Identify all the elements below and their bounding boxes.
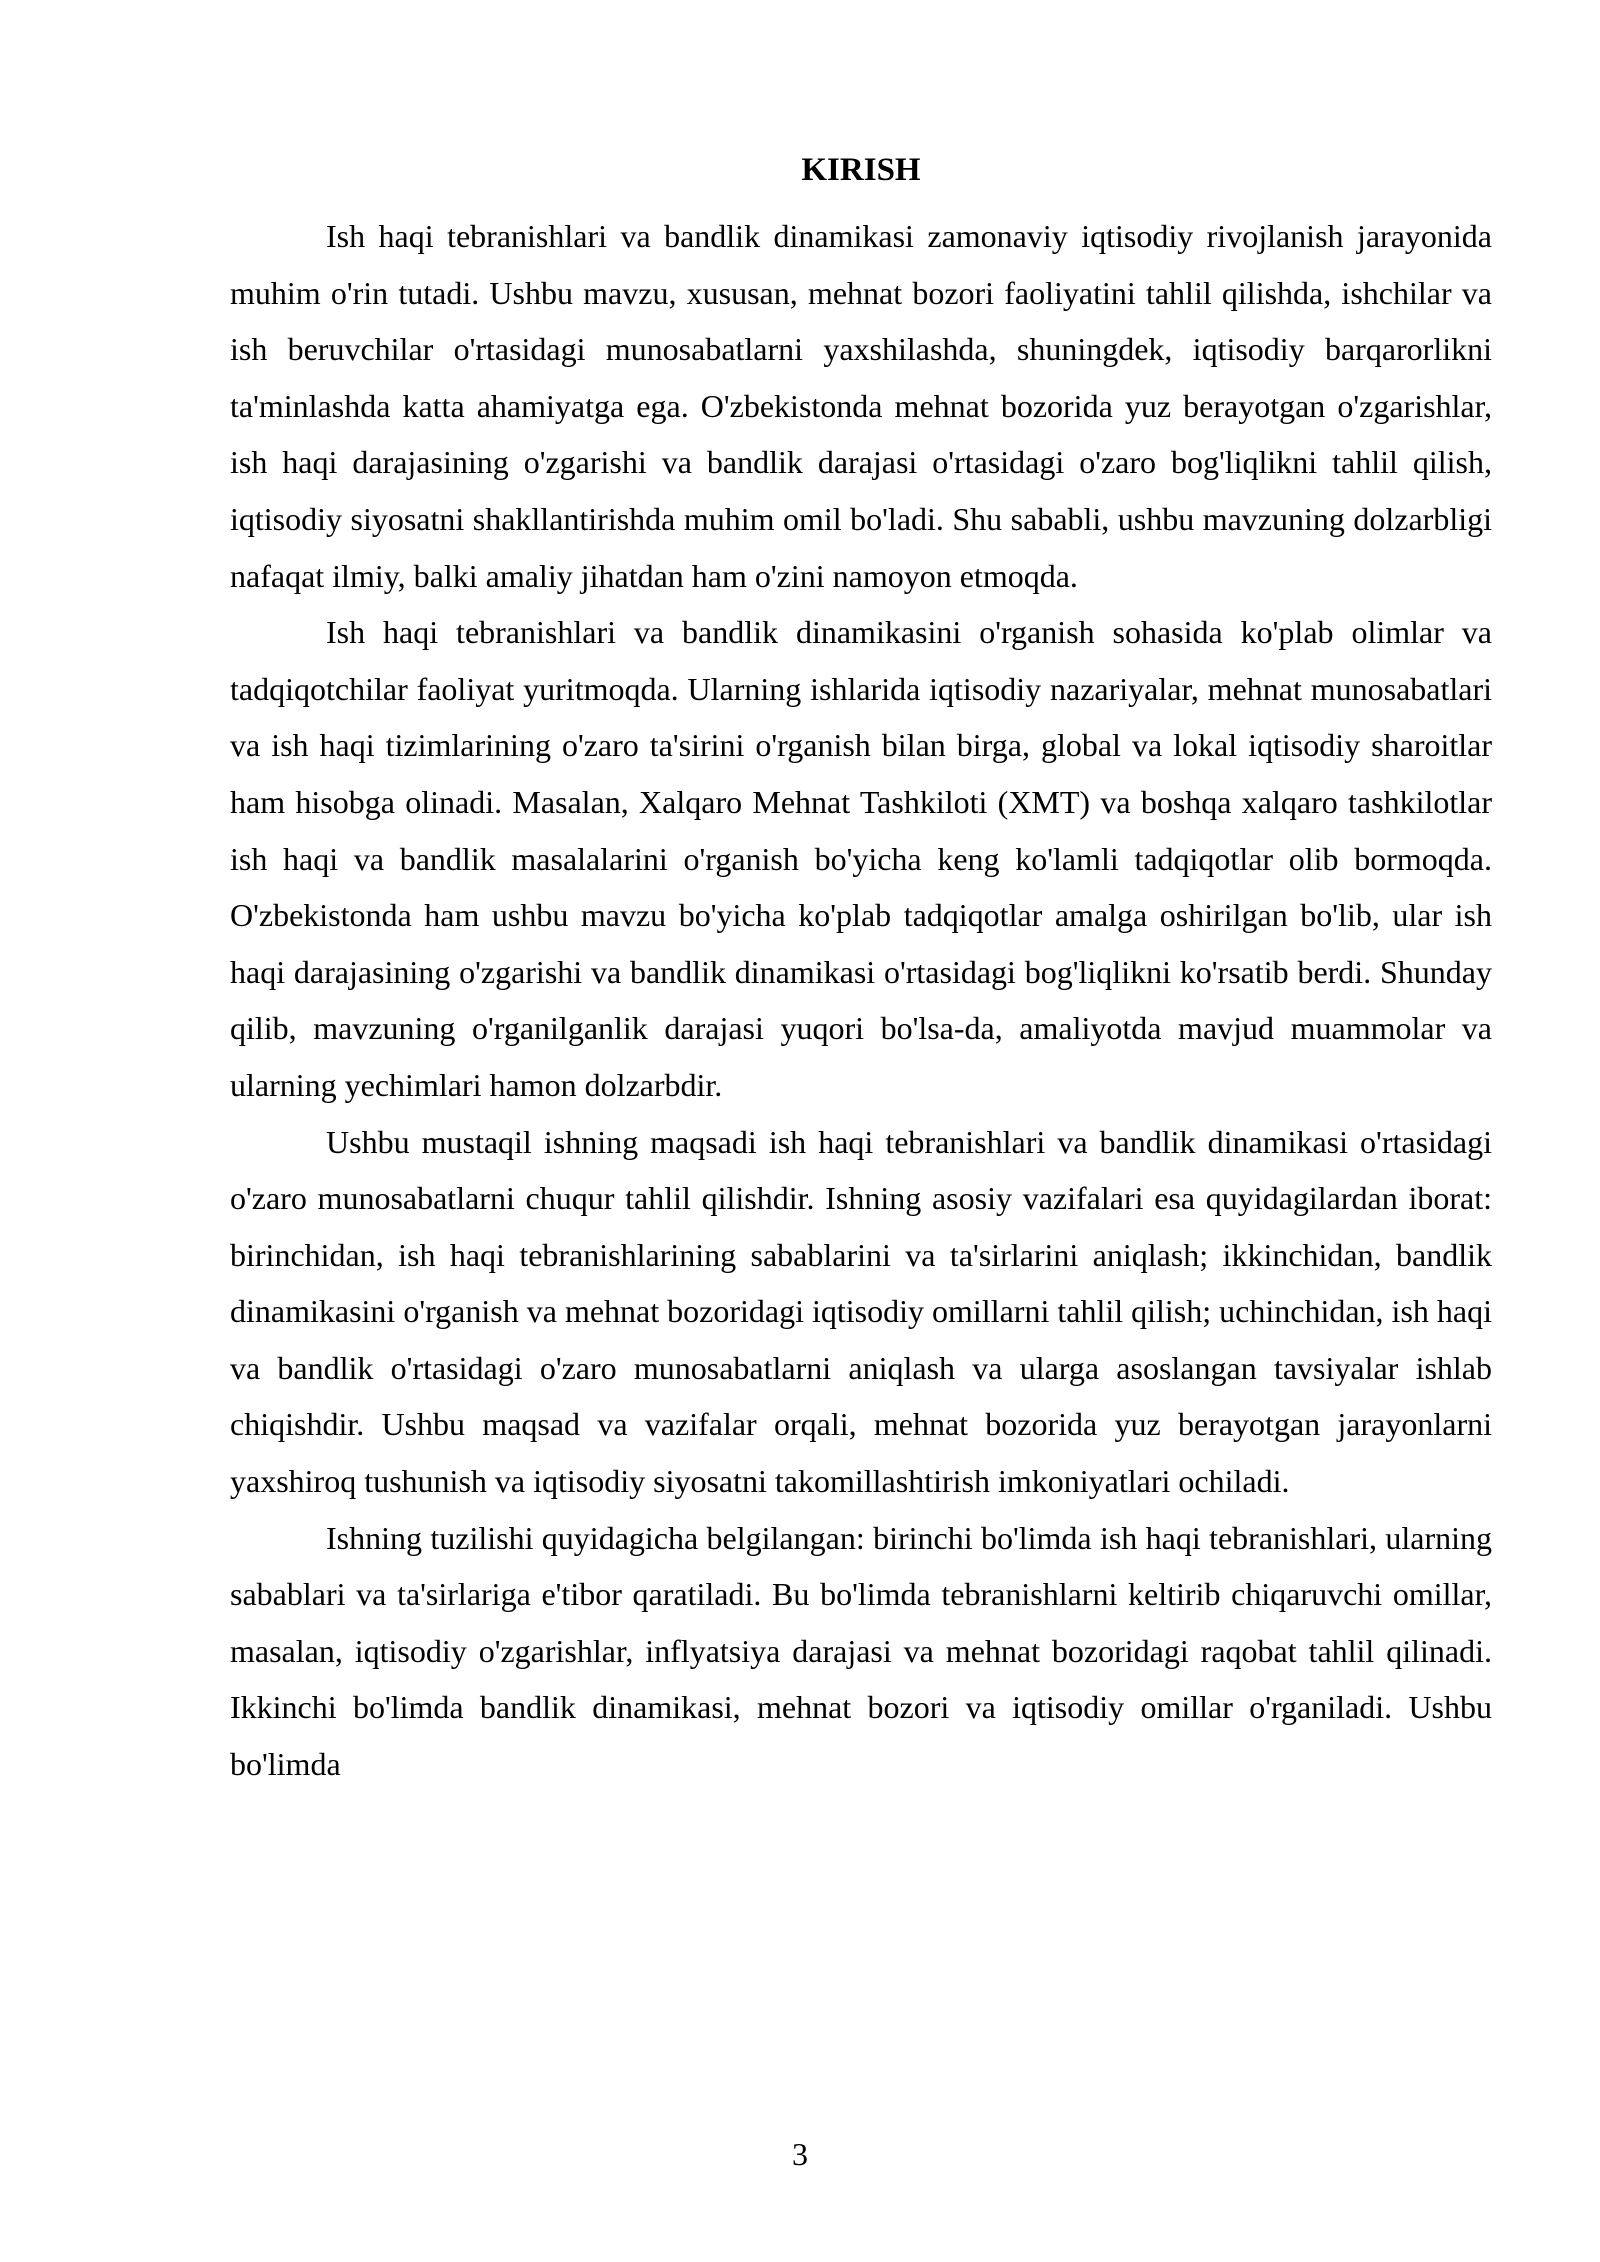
page-number: 3 xyxy=(792,2136,808,2172)
paragraph-relevance: Ish haqi tebranishlari va bandlik dinamikasi zamonaviy iqtisodiy rivojlanish jarayonida muhim o'rin tutadi. Ushbu mavzu, xususan, mehnat bozori faoliyatini tahlil qilishda, ishchilar va ish beruvchilar o'rtasidagi munosabatlarni yaxshilashda, shuningdek, iqtisodiy barqarorlikni ta'minlashda katta ahamiyatga ega. O'zbekistonda mehnat bozorida yuz berayotgan o'zgarishlar, ish haqi darajasining o'zgarishi va bandlik darajasi o'rtasidagi o'zaro bog'liqlikni tahlil qilish, iqtisodiy siyosatni shakllantirishda muhim omil bo'ladi. Shu sababli, ushbu mavzuning dolzarbligi nafaqat ilmiy, balki amaliy jihatdan ham o'zini namoyon etmoqda. xyxy=(230,218,1492,594)
paragraph-research-degree: Ish haqi tebranishlari va bandlik dinamikasini o'rganish sohasida ko'plab olimlar va tadqiqotchilar faoliyat yuritmoqda. Ularning ishlarida iqtisodiy nazariyalar, mehnat munosabatlari va ish haqi tizimlarining o'zaro ta'sirini o'rganish bilan birga, global va lokal iqtisodiy sharoitlar ham hisobga olinadi. Masalan, Xalqaro Mehnat Tashkiloti (XMT) va boshqa xalqaro tashkilotlar ish haqi va bandlik masalalarini o'rganish bo'yicha keng ko'lamli tadqiqotlar olib bormoqda. O'zbekistonda ham ushbu mavzu bo'yicha ko'plab tadqiqotlar amalga oshirilgan bo'lib, ular ish haqi darajasining o'zgarishi va bandlik dinamikasi o'rtasidagi bog'liqlikni ko'rsatib berdi. Shunday qilib, mavzuning o'rganilganlik darajasi yuqori bo'lsa-da, amaliyotda mavjud muammolar va ularning yechimlari hamon dolzarbdir. xyxy=(230,614,1492,1103)
paragraph-structure: Ishning tuzilishi quyidagicha belgilangan: birinchi bo'limda ish haqi tebranishlari, ularning sabablari va ta'sirlariga e'tibor qaratiladi. Bu bo'limda tebranishlarni keltirib chiqaruvchi omillar, masalan, iqtisodiy o'zgarishlar, inflyatsiya darajasi va mehnat bozoridagi raqobat tahlil qilinadi. Ikkinchi bo'limda bandlik dinamikasi, mehnat bozori va iqtisodiy omillar o'rganiladi. Ushbu bo'limda xyxy=(230,1519,1492,1783)
paragraph-goals-tasks: Ushbu mustaqil ishning maqsadi ish haqi tebranishlari va bandlik dinamikasi o'rtasidagi o'zaro munosabatlarni chuqur tahlil qilishdir. Ishning asosiy vazifalari esa quyidagilardan iborat: birinchidan, ish haqi tebranishlarining sabablarini va ta'sirlarini aniqlash; ikkinchidan, bandlik dinamikasini o'rganish va mehnat bozoridagi iqtisodiy omillarni tahlil qilish; uchinchidan, ish haqi va bandlik o'rtasidagi o'zaro munosabatlarni aniqlash va ularga asoslangan tavsiyalar ishlab chiqishdir. Ushbu maqsad va vazifalar orqali, mehnat bozorida yuz berayotgan jarayonlarni yaxshiroq tushunish va iqtisodiy siyosatni takomillashtirish imkoniyatlari ochiladi. xyxy=(230,1123,1492,1500)
page-title: KIRISH xyxy=(801,152,921,188)
page-content xyxy=(230,150,1492,1793)
